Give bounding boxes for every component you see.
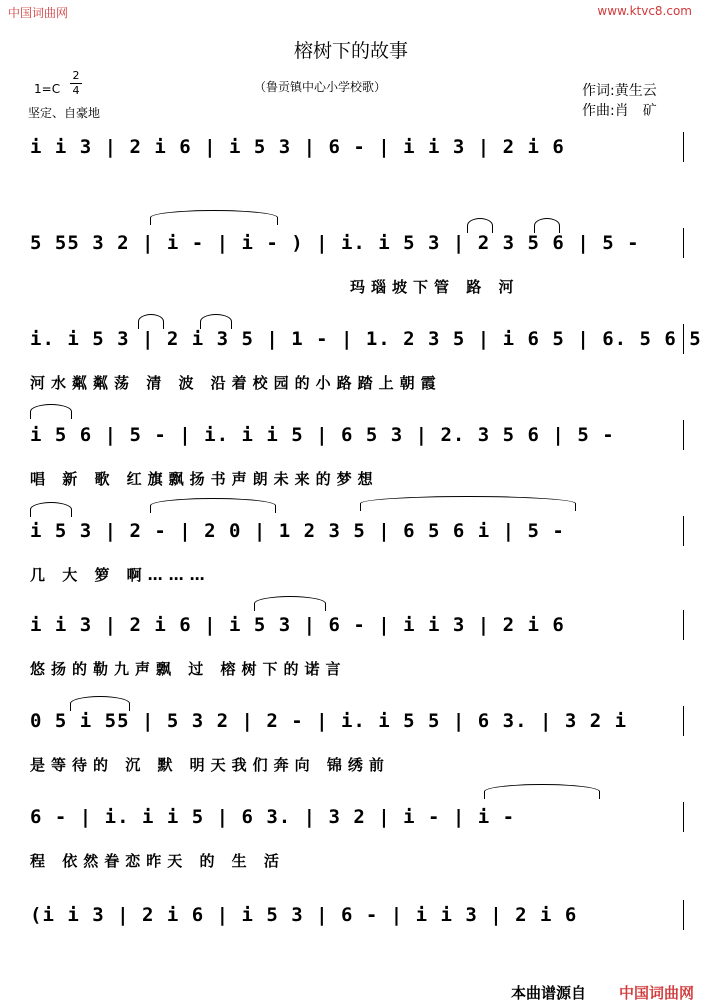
slur [484, 784, 600, 799]
system-lyrics: 玛瑙坡下管 路 河 [350, 278, 520, 296]
footer-site-link[interactable]: 中国词曲网 [618, 984, 694, 1002]
slur [534, 218, 560, 233]
end-barline [683, 706, 684, 736]
end-barline [683, 900, 684, 930]
slur [360, 496, 576, 511]
key-signature: 1=C [34, 82, 61, 96]
system-notes: 5 55 3 2 | i - | i - ) | i. i 5 3 | 2 3 5 6 | 5 - [30, 232, 640, 254]
footer-source: 本曲谱源自 [510, 984, 586, 1002]
slur [30, 502, 72, 517]
end-barline [683, 324, 684, 354]
slur [150, 210, 278, 225]
system-notes: i. i 5 3 | 2 i 3 5 | 1 - | 1. 2 3 5 | i 6 5 | 6. 5 6 5 [30, 328, 702, 350]
end-barline [683, 516, 684, 546]
slur [138, 314, 164, 329]
watermark-right: www.ktvc8.com [597, 4, 692, 18]
system-notes: (i i 3 | 2 i 6 | i 5 3 | 6 - | i i 3 | 2 i 6 [30, 904, 578, 926]
system-lyrics: 悠扬的勒九声飘 过 榕树下的诺言 [30, 660, 347, 678]
system-notes: i 5 3 | 2 - | 2 0 | 1 2 3 5 | 6 5 6 i | 5 - [30, 520, 565, 542]
system-notes: i i 3 | 2 i 6 | i 5 3 | 6 - | i i 3 | 2 i 6 [30, 614, 565, 636]
system-lyrics: 唱 新 歌 红旗飘扬书声朗未来的梦想 [30, 470, 379, 488]
slur [467, 218, 493, 233]
watermark-left: 中国词曲网 [8, 6, 69, 20]
meter-bottom: 4 [72, 84, 80, 97]
end-barline [683, 132, 684, 162]
system-lyrics: 是等待的 沉 默 明天我们奔向 锦绣前 [30, 756, 390, 774]
system-lyrics: 几 大 箩 啊……… [30, 566, 211, 584]
system-notes: i i 3 | 2 i 6 | i 5 3 | 6 - | i i 3 | 2 i 6 [30, 136, 565, 158]
song-subtitle: （鲁贡镇中心小学校歌） [254, 80, 387, 94]
tempo-marking: 坚定、自豪地 [28, 106, 101, 120]
end-barline [683, 802, 684, 832]
song-title: 榕树下的故事 [293, 40, 408, 62]
time-signature [70, 70, 82, 97]
end-barline [683, 610, 684, 640]
end-barline [683, 228, 684, 258]
system-lyrics: 河水粼粼荡 清 波 沿着校园的小路踏上朝霞 [30, 374, 442, 392]
slur [150, 498, 276, 513]
composer-credit: 作曲:肖 矿 [582, 103, 657, 119]
system-notes: i 5 6 | 5 - | i. i i 5 | 6 5 3 | 2. 3 5 6 | 5 - [30, 424, 615, 446]
lyricist-credit: 作词:黄生云 [582, 83, 657, 99]
meter-top: 2 [72, 69, 80, 82]
system-notes: 6 - | i. i i 5 | 6 3. | 3 2 | i - | i - [30, 806, 516, 828]
slur [200, 314, 232, 329]
system-notes: 0 5 i 55 | 5 3 2 | 2 - | i. i 5 5 | 6 3. | 3 2 i [30, 710, 628, 732]
slur [70, 696, 130, 711]
system-lyrics: 程 依然眷恋昨天 的 生 活 [30, 852, 285, 870]
end-barline [683, 420, 684, 450]
slur [30, 404, 72, 419]
slur [254, 596, 326, 611]
